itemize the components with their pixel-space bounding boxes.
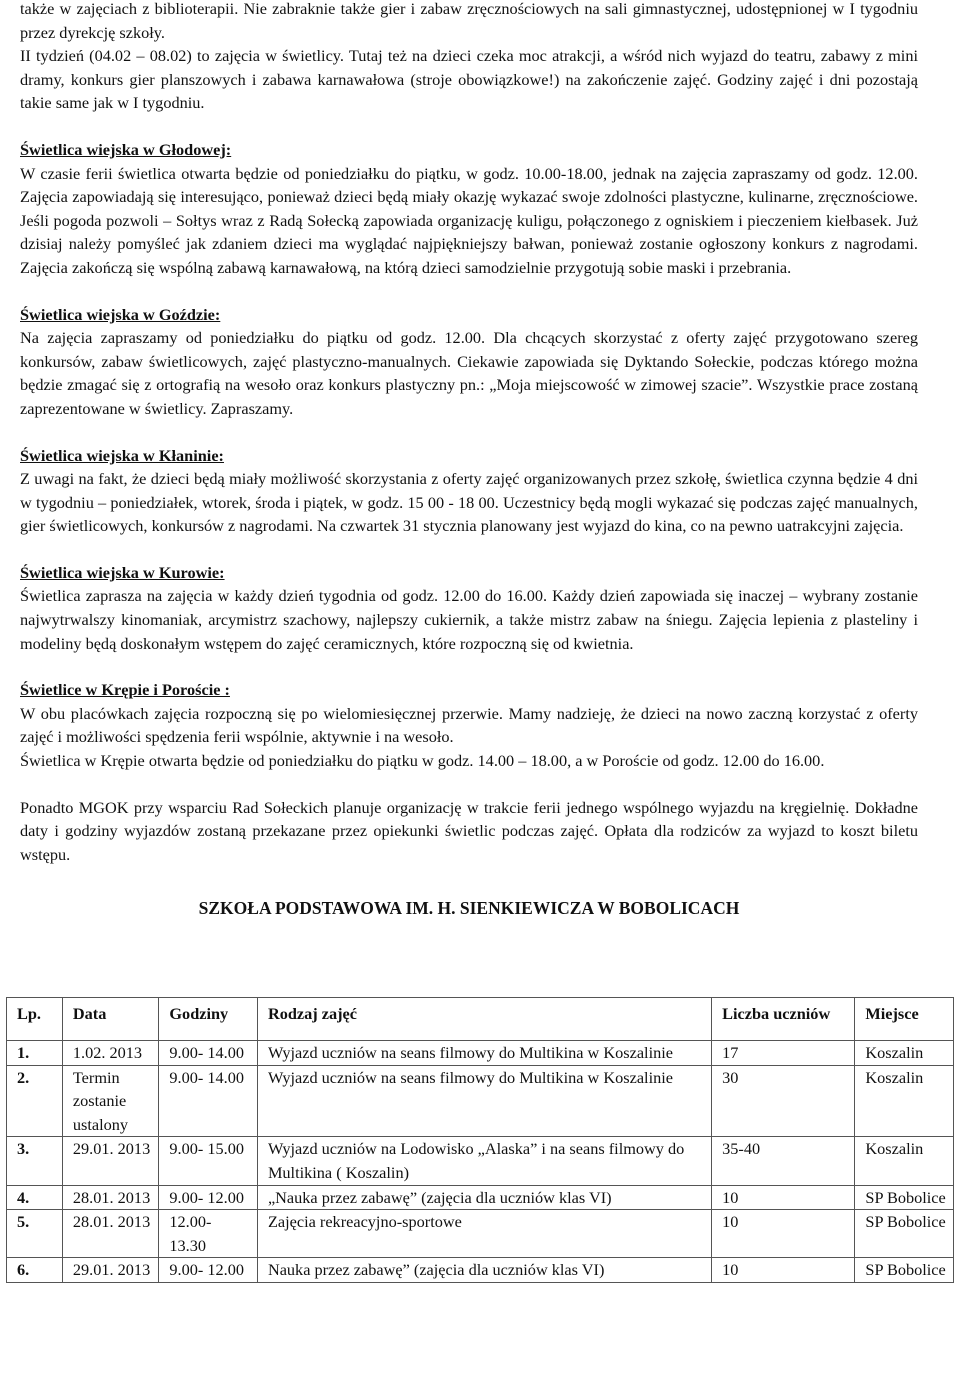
section-body: W czasie ferii świetlica otwarta będzie od poniedziałku do piątku, w godz. 10.00-18.00, jednak na zajęcia zapraszamy od godz. 12.00. Zajęcia zapowiadają się interesująco, ponieważ dzieci będą miały okazję wykazać swoje zdolności plastyczne, kulinarne, zręcznościowe. Jeśli pogoda pozwoli – Sołtys wraz z Radą Sołecką zapowiada organizację kuligu, połączonego z ogniskiem i pieczeniem kiełbasek. Już dzisiaj należy pomyśleć jak zdaniem dzieci ma wyglądać najpiękniejszy bałwan, ponieważ zostanie ogłoszony konkurs z nagrodami. Zajęcia zakończą się wspólną zabawą karnawałową, na którą dzieci samodzielnie przygotują sobie maski i przebrania. [20,163,918,277]
cell-miejsce: SP Bobolice [855,1185,954,1210]
school-title: SZKOŁA PODSTAWOWA IM. H. SIENKIEWICZA W BOBOLICACH [198,898,740,919]
cell-rodzaj: Wyjazd uczniów na Lodowisko „Alaska” i na seans filmowy do Multikina ( Koszalin) [257,1137,711,1185]
cell-lp: 2. [7,1065,63,1137]
document-page [20,0,918,921]
section-heading: Świetlica wiejska w Głodowej: [20,139,232,159]
cell-miejsce: SP Bobolice [855,1258,954,1283]
cell-godziny: 9.00- 14.00 [159,1065,258,1137]
section-body: Na zajęcia zapraszamy od poniedziałku do piątku od godz. 12.00. Dla chcących skorzystać z oferty zajęć przygotowano szereg konkursów, zabaw świetlicowych, zajęć plastyczno-manualnych. Ciekawie zapowiada się Dyktando Sołeckie, podczas którego można będzie zmagać się z ortografią na wesoło oraz konkurs plastyczny pn.: „Moja miejscowość w zimowej szacie”. Wszystkie prace zostaną zaprezentowane w świetlicy. Zapraszamy. [20,328,918,418]
cell-miejsce: Koszalin [855,1041,954,1066]
section-body: Świetlica zaprasza na zajęcia w każdy dzień tygodnia od godz. 12.00 do 16.00. Każdy dzień zapowiada się inaczej – wybrany zostanie najwytrwalszy kinomaniak, arcymistrz szachowy, najlepszy cukiernik, a także mistrz zabaw na śniegu. Zajęcia lepienia z plasteliny i modeliny będą doskonałym wstępem do zajęć ceramicznych, które rozpoczną się od kwietnia. [20,586,918,653]
section-klanino [20,444,918,538]
closing-paragraph: Ponadto MGOK przy wsparciu Rad Sołeckich planuje organizację w trakcie ferii jednego wspólnego wyjazdu na kręgielnię. Dokładne daty i godziny wyjazdów zostaną przekazane przez opiekunki świetlic podczas zajęć. Opłata dla rodziców za wyjazd to koszt biletu wstępu. [20,797,918,864]
header-data: Data [62,998,159,1041]
table-row [7,1185,954,1210]
cell-data: 29.01. 2013 [62,1137,159,1185]
cell-lp: 4. [7,1185,63,1210]
cell-rodzaj: Wyjazd uczniów na seans filmowy do Multikina w Koszalinie [257,1065,711,1137]
header-rodzaj: Rodzaj zajęć [257,998,711,1041]
cell-liczba: 10 [712,1210,855,1258]
section-heading: Świetlice w Krępie i Poroście : [20,680,230,700]
cell-liczba: 17 [712,1041,855,1066]
cell-lp: 3. [7,1137,63,1185]
section-body: Z uwagi na fakt, że dzieci będą miały możliwość skorzystania z oferty zajęć organizowanych przez szkołę, świetlica czynna będzie 4 dni w tygodniu – poniedziałek, wtorek, środa i piątek, w godz. 15 00 - 18 00. Uczestnicy będą mogli wykazać się podczas zajęć manualnych, gier świetlicowych, konkursów z nagrodami. Na czwartek 31 stycznia planowany jest wyjazd do kina, co na pewno uatrakcyjni zajęcia. [20,469,918,536]
section-kurowo [20,561,918,655]
cell-rodzaj: „Nauka przez zabawę” (zajęcia dla uczniów klas VI) [257,1185,711,1210]
table-row [7,1041,954,1066]
header-godziny: Godziny [159,998,258,1041]
cell-miejsce: Koszalin [855,1065,954,1137]
table-row [7,1210,954,1258]
cell-liczba: 35-40 [712,1137,855,1185]
cell-liczba: 10 [712,1185,855,1210]
table-header-row [7,998,954,1041]
table-row [7,1065,954,1137]
cell-miejsce: Koszalin [855,1137,954,1185]
cell-rodzaj: Wyjazd uczniów na seans filmowy do Multikina w Koszalinie [257,1041,711,1066]
cell-lp: 6. [7,1258,63,1283]
cell-godziny: 9.00- 14.00 [159,1041,258,1066]
schedule-table [6,997,954,1283]
section-krepa-porost [20,678,918,772]
cell-data: 1.02. 2013 [62,1041,159,1066]
cell-godziny: 9.00- 12.00 [159,1258,258,1283]
cell-godziny: 12.00- 13.30 [159,1210,258,1258]
cell-godziny: 9.00- 15.00 [159,1137,258,1185]
cell-godziny: 9.00- 12.00 [159,1185,258,1210]
cell-rodzaj: Zajęcia rekreacyjno-sportowe [257,1210,711,1258]
section-heading: Świetlica wiejska w Goździe: [20,304,221,324]
cell-rodzaj: Nauka przez zabawę” (zajęcia dla uczniów klas VI) [257,1258,711,1283]
header-lp: Lp. [7,998,63,1041]
section-body-2: Świetlica w Krępie otwarta będzie od poniedziałku do piątku w godz. 14.00 – 18.00, a w Poroście od godz. 12.00 do 16.00. [20,751,825,771]
section-heading: Świetlica wiejska w Kurowie: [20,562,225,582]
intro-paragraph-2: II tydzień (04.02 – 08.02) to zajęcia w świetlicy. Tutaj też na dzieci czeka moc atrakcji, a wśród nich wyjazd do teatru, zabawy z mini dramy, konkurs gier planszowych i zabawa karnawałowa (stroje obowiązkowe!) na zakończenie zajęć. Godziny zajęć i dni pozostają takie same jak w I tygodniu. [20,46,918,113]
header-miejsce: Miejsce [855,998,954,1041]
section-body: W obu placówkach zajęcia rozpoczną się po wielomiesięcznej przerwie. Mamy nadzieję, że dzieci na nowo zaczną korzystać z oferty zajęć i możliwości spędzenia ferii wspólnie, aktywnie i na wesoło. [20,703,918,747]
cell-data: 29.01. 2013 [62,1258,159,1283]
cell-liczba: 10 [712,1258,855,1283]
table-row [7,1137,954,1185]
section-glodowa [20,138,918,280]
cell-lp: 5. [7,1210,63,1258]
cell-lp: 1. [7,1041,63,1066]
cell-data: 28.01. 2013 [62,1210,159,1258]
cell-data: 28.01. 2013 [62,1185,159,1210]
cell-data: Termin zostanie ustalony [62,1065,159,1137]
cell-liczba: 30 [712,1065,855,1137]
header-liczba: Liczba uczniów [712,998,855,1041]
section-gozd [20,303,918,421]
table-row [7,1258,954,1283]
cell-miejsce: SP Bobolice [855,1210,954,1258]
intro-paragraph-1: także w zajęciach z biblioterapii. Nie zabraknie także gier i zabaw zręcznościowych na sali gimnastycznej, udostępnionej w I tygodniu przez dyrekcję szkoły. [20,0,918,42]
section-heading: Świetlica wiejska w Kłaninie: [20,445,224,465]
